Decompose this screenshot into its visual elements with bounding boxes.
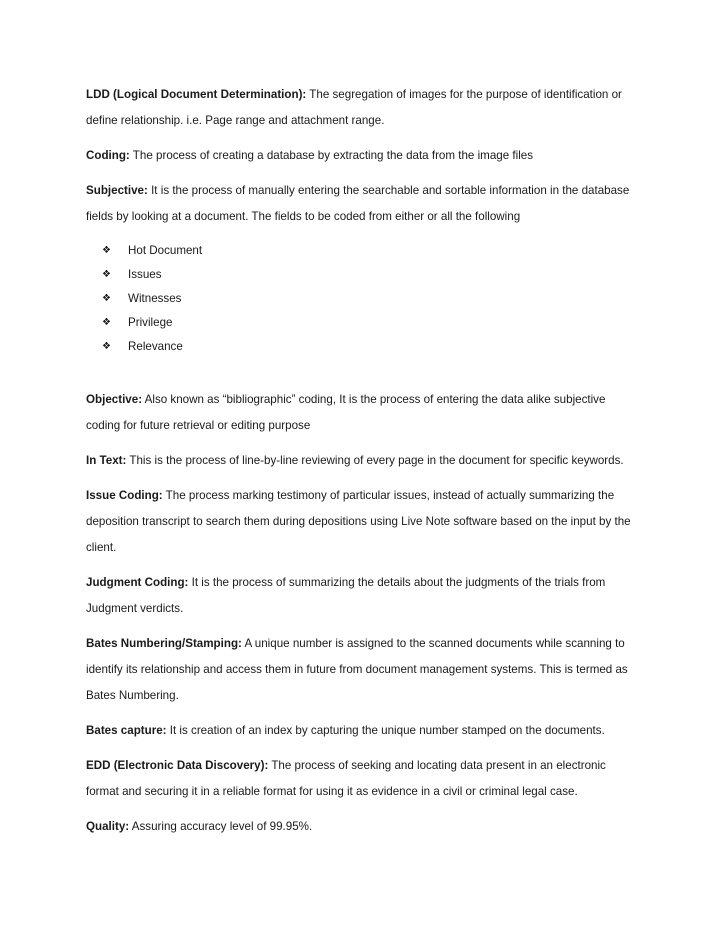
definition-term: Bates capture: [86, 724, 167, 737]
definition-coding [86, 143, 640, 169]
list-item-label: Witnesses [128, 292, 182, 305]
definition-term: Quality: [86, 820, 130, 833]
definition-term: Bates Numbering/Stamping: [86, 637, 242, 650]
list-item-label: Hot Document [128, 244, 203, 257]
definition-subjective [86, 178, 640, 230]
list-item [102, 335, 640, 359]
list-item [102, 287, 640, 311]
definition-bates-numbering [86, 631, 640, 709]
definition-term: In Text: [86, 454, 127, 467]
definition-text: The segregation of images for the purpose of identification or define relationship. i.e. Page range and attachment range. [86, 88, 622, 127]
definition-text: It is the process of summarizing the details about the judgments of the trials from Judgment verdicts. [86, 576, 606, 615]
spacer [86, 359, 640, 387]
definition-text: The process of seeking and locating data present in an electronic format and securing it in a reliable format for using it as evidence in a civil or criminal legal case. [86, 759, 606, 798]
definition-bates-capture [86, 718, 640, 744]
diamond-bullet-icon: ❖ [102, 245, 111, 256]
definition-text: A unique number is assigned to the scanned documents while scanning to identify its relationship and access them in future from document management systems. This is termed as Bates Numbering. [86, 637, 628, 702]
list-item-label: Relevance [128, 340, 183, 353]
list-item [102, 239, 640, 263]
definition-text: It is creation of an index by capturing the unique number stamped on the documents. [166, 724, 605, 737]
list-item [102, 263, 640, 287]
definition-term: Subjective: [86, 184, 148, 197]
definition-text: This is the process of line-by-line reviewing of every page in the document for specific keywords. [126, 454, 624, 467]
list-item-label: Issues [128, 268, 162, 281]
definition-text: The process of creating a database by extracting the data from the image files [129, 149, 534, 162]
definition-term: Issue Coding: [86, 489, 163, 502]
list-item [102, 311, 640, 335]
definition-term: Judgment Coding: [86, 576, 189, 589]
definition-issue-coding [86, 483, 640, 561]
definition-text: The process marking testimony of particular issues, instead of actually summarizing the deposition transcript to search them during depositions using Live Note software based on the input by the client. [86, 489, 631, 554]
definition-term: LDD (Logical Document Determination): [86, 88, 307, 101]
diamond-bullet-icon: ❖ [102, 269, 111, 280]
definition-text: It is the process of manually entering the searchable and sortable information in the database fields by looking at a document. The fields to be coded from either or all the following [86, 184, 630, 223]
definition-ldd [86, 82, 640, 134]
definition-objective [86, 387, 640, 439]
definition-in-text [86, 448, 640, 474]
definition-term: EDD (Electronic Data Discovery): [86, 759, 269, 772]
definition-text: Assuring accuracy level of 99.95%. [129, 820, 313, 833]
definition-judgment-coding [86, 570, 640, 622]
definition-edd [86, 753, 640, 805]
definition-term: Objective: [86, 393, 143, 406]
diamond-bullet-icon: ❖ [102, 341, 111, 352]
definition-quality [86, 814, 640, 840]
diamond-bullet-icon: ❖ [102, 293, 111, 304]
definition-term: Coding: [86, 149, 130, 162]
list-item-label: Privilege [128, 316, 173, 329]
definition-text: Also known as “bibliographic” coding, It is the process of entering the data alike subjective coding for future retrieval or editing purpose [86, 393, 606, 432]
subjective-fields-list [86, 239, 640, 359]
diamond-bullet-icon: ❖ [102, 317, 111, 328]
